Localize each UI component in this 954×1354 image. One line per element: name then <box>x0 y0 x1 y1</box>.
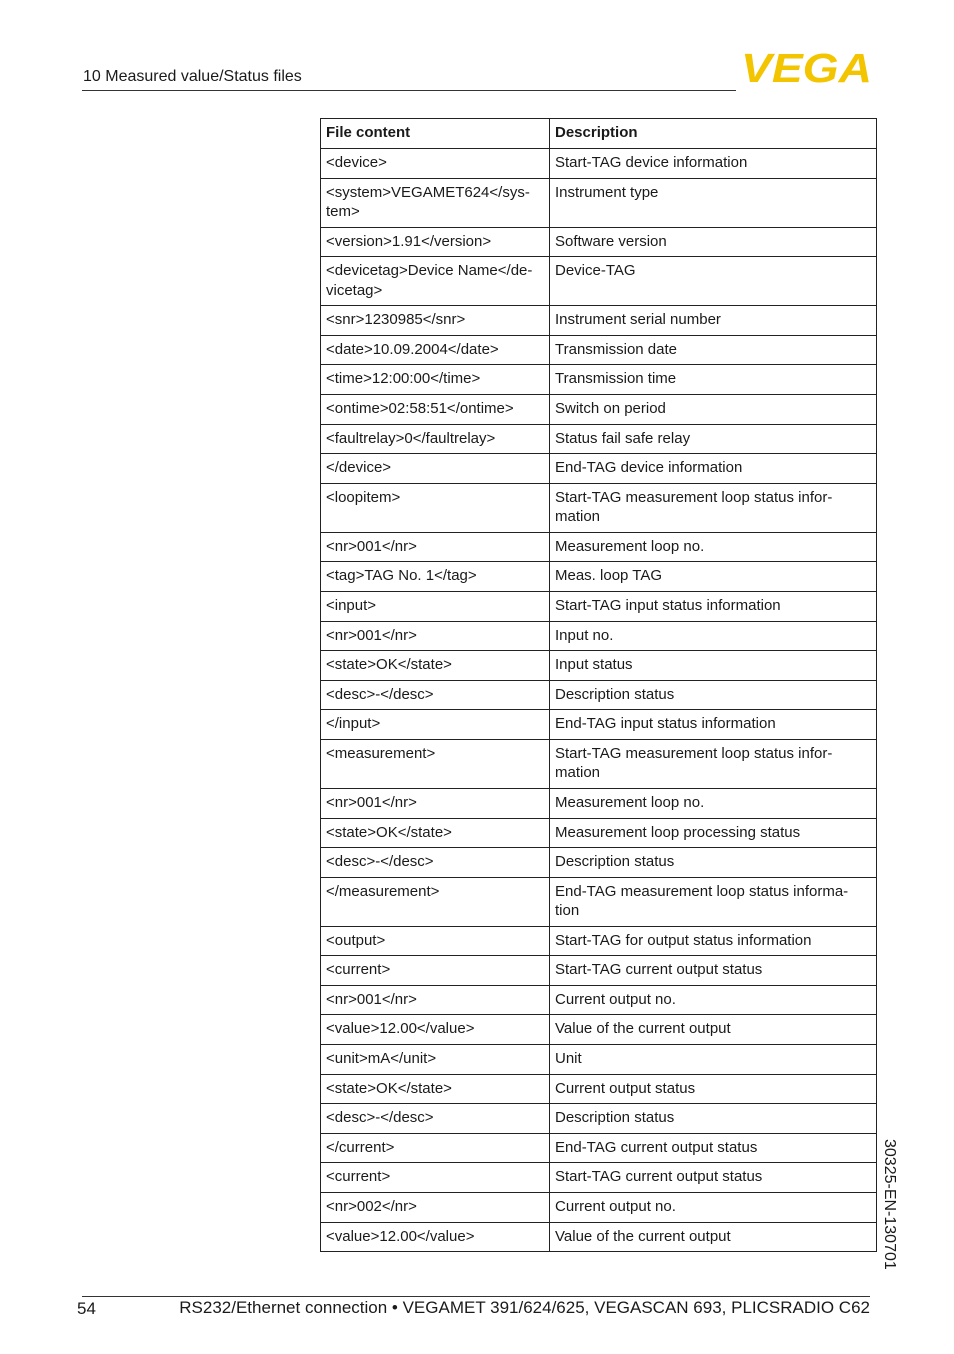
file-content-cell: <snr>1230985</snr> <box>321 306 550 336</box>
description-cell: Measurement loop no. <box>550 788 877 818</box>
description-cell: End-TAG measurement loop status informa- tion <box>550 877 877 926</box>
footer-divider <box>82 1296 870 1297</box>
description-cell: Description status <box>550 848 877 878</box>
file-content-cell: <measurement> <box>321 739 550 788</box>
table-row <box>321 985 877 1015</box>
vega-logo <box>741 52 873 84</box>
file-content-cell: <nr>001</nr> <box>321 621 550 651</box>
document-code: 30325-EN-130701 <box>881 1139 898 1270</box>
description-cell: Description status <box>550 1104 877 1134</box>
file-content-cell: <state>OK</state> <box>321 1074 550 1104</box>
file-content-cell: <tag>TAG No. 1</tag> <box>321 562 550 592</box>
file-content-cell: <input> <box>321 591 550 621</box>
description-cell: End-TAG device information <box>550 454 877 484</box>
table-row <box>321 1074 877 1104</box>
table-row <box>321 877 877 926</box>
file-content-cell: <unit>mA</unit> <box>321 1045 550 1075</box>
table-row <box>321 818 877 848</box>
description-cell: Input no. <box>550 621 877 651</box>
table-body <box>321 149 877 1252</box>
file-content-cell: <device> <box>321 149 550 179</box>
table-row <box>321 926 877 956</box>
table-row <box>321 424 877 454</box>
table-row <box>321 227 877 257</box>
description-cell: Instrument type <box>550 178 877 227</box>
table-row <box>321 739 877 788</box>
file-content-cell: </device> <box>321 454 550 484</box>
description-cell: End-TAG current output status <box>550 1133 877 1163</box>
description-cell: Current output status <box>550 1074 877 1104</box>
table-row <box>321 956 877 986</box>
description-cell: Start-TAG device information <box>550 149 877 179</box>
table-row <box>321 335 877 365</box>
table-row <box>321 848 877 878</box>
file-content-cell: <version>1.91</version> <box>321 227 550 257</box>
description-cell: Current output no. <box>550 985 877 1015</box>
column-header-description: Description <box>550 119 877 149</box>
description-cell: Current output no. <box>550 1193 877 1223</box>
description-cell: Meas. loop TAG <box>550 562 877 592</box>
table-row <box>321 651 877 681</box>
file-content-cell: <state>OK</state> <box>321 818 550 848</box>
file-content-cell: <desc>-</desc> <box>321 848 550 878</box>
description-cell: Software version <box>550 227 877 257</box>
table-row <box>321 710 877 740</box>
table-row <box>321 257 877 306</box>
description-cell: Switch on period <box>550 394 877 424</box>
description-cell: Measurement loop no. <box>550 532 877 562</box>
description-cell: Start-TAG for output status information <box>550 926 877 956</box>
table-header-row <box>321 119 877 149</box>
table-row <box>321 1104 877 1134</box>
description-cell: Description status <box>550 680 877 710</box>
table-row <box>321 680 877 710</box>
table-row <box>321 1015 877 1045</box>
table-row <box>321 1193 877 1223</box>
file-content-cell: <nr>001</nr> <box>321 532 550 562</box>
table-row <box>321 1045 877 1075</box>
table-row <box>321 178 877 227</box>
file-content-cell: <value>12.00</value> <box>321 1222 550 1252</box>
table-row <box>321 454 877 484</box>
description-cell: End-TAG input status information <box>550 710 877 740</box>
section-title: 10 Measured value/Status files <box>83 68 302 85</box>
file-content-cell: <loopitem> <box>321 483 550 532</box>
description-cell: Transmission date <box>550 335 877 365</box>
file-content-cell: <faultrelay>0</faultrelay> <box>321 424 550 454</box>
file-content-cell: <current> <box>321 956 550 986</box>
description-cell: Start-TAG current output status <box>550 1163 877 1193</box>
column-header-file-content: File content <box>321 119 550 149</box>
file-content-cell: </current> <box>321 1133 550 1163</box>
description-cell: Input status <box>550 651 877 681</box>
file-content-cell: <current> <box>321 1163 550 1193</box>
table-row <box>321 621 877 651</box>
table-row <box>321 394 877 424</box>
table-row <box>321 562 877 592</box>
file-content-cell: <value>12.00</value> <box>321 1015 550 1045</box>
vega-logo-graphic <box>741 52 873 84</box>
table-row <box>321 591 877 621</box>
file-content-cell: <ontime>02:58:51</ontime> <box>321 394 550 424</box>
table-row <box>321 365 877 395</box>
header-divider <box>82 90 736 91</box>
file-content-cell: <devicetag>Device Name</de- vicetag> <box>321 257 550 306</box>
table-row <box>321 149 877 179</box>
description-cell: Transmission time <box>550 365 877 395</box>
file-content-cell: <system>VEGAMET624</sys- tem> <box>321 178 550 227</box>
file-content-cell: <state>OK</state> <box>321 651 550 681</box>
description-cell: Value of the current output <box>550 1015 877 1045</box>
description-cell: Start-TAG measurement loop status infor- mation <box>550 483 877 532</box>
table-row <box>321 483 877 532</box>
description-cell: Start-TAG input status information <box>550 591 877 621</box>
file-content-table <box>320 118 877 1252</box>
file-content-cell: <date>10.09.2004</date> <box>321 335 550 365</box>
description-cell: Instrument serial number <box>550 306 877 336</box>
file-content-cell: <nr>001</nr> <box>321 985 550 1015</box>
table-row <box>321 532 877 562</box>
file-content-cell: <output> <box>321 926 550 956</box>
description-cell: Status fail safe relay <box>550 424 877 454</box>
table-row <box>321 1133 877 1163</box>
description-cell: Device-TAG <box>550 257 877 306</box>
svg-text:VEGA: VEGA <box>741 52 872 84</box>
file-content-cell: <desc>-</desc> <box>321 680 550 710</box>
file-content-cell: <nr>002</nr> <box>321 1193 550 1223</box>
file-content-cell: </measurement> <box>321 877 550 926</box>
file-content-cell: <time>12:00:00</time> <box>321 365 550 395</box>
table-row <box>321 1222 877 1252</box>
file-content-cell: </input> <box>321 710 550 740</box>
description-cell: Unit <box>550 1045 877 1075</box>
table-row <box>321 788 877 818</box>
file-content-cell: <desc>-</desc> <box>321 1104 550 1134</box>
file-content-cell: <nr>001</nr> <box>321 788 550 818</box>
footer-product-line: RS232/Ethernet connection • VEGAMET 391/624/625, VEGASCAN 693, PLICSRADIO C62 <box>179 1298 870 1317</box>
description-cell: Measurement loop processing status <box>550 818 877 848</box>
page-number: 54 <box>77 1299 96 1318</box>
description-cell: Value of the current output <box>550 1222 877 1252</box>
description-cell: Start-TAG current output status <box>550 956 877 986</box>
table-row <box>321 306 877 336</box>
description-cell: Start-TAG measurement loop status infor- mation <box>550 739 877 788</box>
table-row <box>321 1163 877 1193</box>
